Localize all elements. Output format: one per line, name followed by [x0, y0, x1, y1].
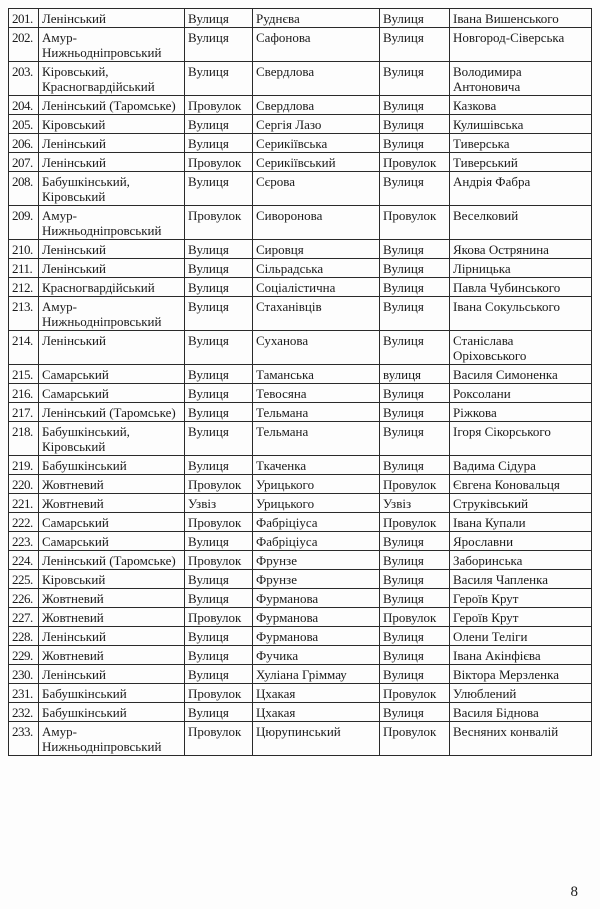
row-number: 207.	[9, 153, 39, 172]
old-type-cell: Вулиця	[185, 259, 253, 278]
new-name-cell: Вадима Сідура	[450, 456, 592, 475]
new-type-cell: Вулиця	[380, 28, 450, 62]
district-cell: Ленінський	[39, 627, 185, 646]
district-cell: Бабушкінський, Кіровський	[39, 422, 185, 456]
new-name-cell: Василя Біднова	[450, 703, 592, 722]
row-number: 205.	[9, 115, 39, 134]
new-name-cell: Веселковий	[450, 206, 592, 240]
row-number: 232.	[9, 703, 39, 722]
district-cell: Ленінський	[39, 153, 185, 172]
new-name-cell: Олени Теліги	[450, 627, 592, 646]
table-row	[9, 665, 592, 684]
old-name-cell: Руднєва	[253, 9, 380, 28]
district-cell: Кіровський	[39, 570, 185, 589]
table-row	[9, 703, 592, 722]
old-name-cell: Сільрадська	[253, 259, 380, 278]
new-type-cell: Вулиця	[380, 9, 450, 28]
new-type-cell: Вулиця	[380, 384, 450, 403]
row-number: 229.	[9, 646, 39, 665]
old-name-cell: Сергія Лазо	[253, 115, 380, 134]
page-number: 8	[570, 884, 578, 900]
old-name-cell: Таманська	[253, 365, 380, 384]
row-number: 223.	[9, 532, 39, 551]
new-name-cell: Заборинська	[450, 551, 592, 570]
table-row	[9, 494, 592, 513]
new-name-cell: Героїв Крут	[450, 608, 592, 627]
new-type-cell: Вулиця	[380, 551, 450, 570]
table-row	[9, 646, 592, 665]
old-type-cell: Провулок	[185, 153, 253, 172]
new-type-cell: Провулок	[380, 153, 450, 172]
old-name-cell: Стаханівців	[253, 297, 380, 331]
district-cell: Бабушкінський, Кіровський	[39, 172, 185, 206]
old-type-cell: Вулиця	[185, 9, 253, 28]
new-name-cell: Володимира Антоновича	[450, 62, 592, 96]
table-row	[9, 172, 592, 206]
district-cell: Бабушкінський	[39, 703, 185, 722]
table-row	[9, 259, 592, 278]
new-name-cell: Струківський	[450, 494, 592, 513]
new-type-cell: Вулиця	[380, 259, 450, 278]
new-type-cell: Провулок	[380, 684, 450, 703]
old-name-cell: Хуліана Гріммау	[253, 665, 380, 684]
old-name-cell: Сєрова	[253, 172, 380, 206]
new-type-cell: Вулиця	[380, 589, 450, 608]
district-cell: Ленінський (Таромське)	[39, 96, 185, 115]
row-number: 233.	[9, 722, 39, 756]
row-number: 213.	[9, 297, 39, 331]
new-name-cell: Євгена Коновальця	[450, 475, 592, 494]
new-name-cell: Кулишівська	[450, 115, 592, 134]
table-row	[9, 456, 592, 475]
district-cell: Ленінський	[39, 259, 185, 278]
old-type-cell: Вулиця	[185, 589, 253, 608]
new-type-cell: Провулок	[380, 206, 450, 240]
old-name-cell: Соціалістична	[253, 278, 380, 297]
old-type-cell: Провулок	[185, 96, 253, 115]
new-name-cell: Тиверський	[450, 153, 592, 172]
row-number: 227.	[9, 608, 39, 627]
new-type-cell: Вулиця	[380, 422, 450, 456]
new-type-cell: вулиця	[380, 365, 450, 384]
new-type-cell: Вулиця	[380, 570, 450, 589]
table-row	[9, 28, 592, 62]
old-type-cell: Вулиця	[185, 627, 253, 646]
table-row	[9, 9, 592, 28]
row-number: 206.	[9, 134, 39, 153]
old-name-cell: Серикіївська	[253, 134, 380, 153]
table-row	[9, 331, 592, 365]
new-type-cell: Вулиця	[380, 456, 450, 475]
table-row	[9, 297, 592, 331]
row-number: 216.	[9, 384, 39, 403]
new-name-cell: Василя Чапленка	[450, 570, 592, 589]
district-cell: Жовтневий	[39, 475, 185, 494]
row-number: 215.	[9, 365, 39, 384]
table-row	[9, 589, 592, 608]
table-row	[9, 384, 592, 403]
old-type-cell: Вулиця	[185, 297, 253, 331]
old-type-cell: Вулиця	[185, 665, 253, 684]
district-cell: Ленінський	[39, 240, 185, 259]
new-type-cell: Вулиця	[380, 627, 450, 646]
row-number: 201.	[9, 9, 39, 28]
row-number: 204.	[9, 96, 39, 115]
row-number: 214.	[9, 331, 39, 365]
row-number: 225.	[9, 570, 39, 589]
new-type-cell: Вулиця	[380, 278, 450, 297]
new-name-cell: Василя Симоненка	[450, 365, 592, 384]
row-number: 221.	[9, 494, 39, 513]
table-row	[9, 365, 592, 384]
new-name-cell: Віктора Мерзленка	[450, 665, 592, 684]
old-name-cell: Фурманова	[253, 608, 380, 627]
district-cell: Амур-Нижньодніпровський	[39, 722, 185, 756]
old-type-cell: Узвіз	[185, 494, 253, 513]
district-cell: Бабушкінський	[39, 684, 185, 703]
old-name-cell: Фабріціуса	[253, 532, 380, 551]
new-name-cell: Роксолани	[450, 384, 592, 403]
table-row	[9, 422, 592, 456]
row-number: 210.	[9, 240, 39, 259]
old-type-cell: Вулиця	[185, 703, 253, 722]
district-cell: Жовтневий	[39, 608, 185, 627]
row-number: 212.	[9, 278, 39, 297]
new-name-cell: Якова Острянина	[450, 240, 592, 259]
old-type-cell: Вулиця	[185, 365, 253, 384]
row-number: 202.	[9, 28, 39, 62]
old-type-cell: Вулиця	[185, 278, 253, 297]
new-name-cell: Улюблений	[450, 684, 592, 703]
old-type-cell: Провулок	[185, 206, 253, 240]
new-type-cell: Вулиця	[380, 172, 450, 206]
new-name-cell: Ріжкова	[450, 403, 592, 422]
district-cell: Амур-Нижньодніпровський	[39, 206, 185, 240]
old-name-cell: Тельмана	[253, 422, 380, 456]
table-row	[9, 570, 592, 589]
new-type-cell: Вулиця	[380, 532, 450, 551]
old-name-cell: Фурманова	[253, 589, 380, 608]
table-row	[9, 722, 592, 756]
old-name-cell: Фурманова	[253, 627, 380, 646]
new-type-cell: Вулиця	[380, 403, 450, 422]
district-cell: Ленінський (Таромське)	[39, 551, 185, 570]
new-type-cell: Провулок	[380, 722, 450, 756]
table-row	[9, 278, 592, 297]
new-type-cell: Вулиця	[380, 115, 450, 134]
district-cell: Самарський	[39, 384, 185, 403]
old-name-cell: Урицького	[253, 494, 380, 513]
old-type-cell: Вулиця	[185, 172, 253, 206]
old-name-cell: Сиворонова	[253, 206, 380, 240]
new-name-cell: Івана Вишенського	[450, 9, 592, 28]
street-renaming-table	[8, 8, 592, 756]
district-cell: Амур-Нижньодніпровський	[39, 297, 185, 331]
row-number: 217.	[9, 403, 39, 422]
old-type-cell: Вулиця	[185, 532, 253, 551]
old-name-cell: Тельмана	[253, 403, 380, 422]
table-row	[9, 513, 592, 532]
old-type-cell: Вулиця	[185, 570, 253, 589]
old-name-cell: Суханова	[253, 331, 380, 365]
new-type-cell: Узвіз	[380, 494, 450, 513]
old-name-cell: Фрунзе	[253, 570, 380, 589]
new-name-cell: Ярославни	[450, 532, 592, 551]
district-cell: Жовтневий	[39, 494, 185, 513]
old-type-cell: Вулиця	[185, 403, 253, 422]
district-cell: Кіровський	[39, 115, 185, 134]
new-name-cell: Тиверська	[450, 134, 592, 153]
old-name-cell: Цюрупинський	[253, 722, 380, 756]
old-type-cell: Провулок	[185, 551, 253, 570]
row-number: 208.	[9, 172, 39, 206]
new-type-cell: Вулиця	[380, 96, 450, 115]
table-row	[9, 684, 592, 703]
district-cell: Бабушкінський	[39, 456, 185, 475]
new-type-cell: Вулиця	[380, 331, 450, 365]
old-type-cell: Провулок	[185, 684, 253, 703]
new-type-cell: Вулиця	[380, 240, 450, 259]
new-type-cell: Вулиця	[380, 62, 450, 96]
old-name-cell: Цхакая	[253, 684, 380, 703]
new-name-cell: Івана Сокульського	[450, 297, 592, 331]
old-type-cell: Вулиця	[185, 422, 253, 456]
new-type-cell: Вулиця	[380, 703, 450, 722]
district-cell: Ленінський	[39, 665, 185, 684]
table-row	[9, 627, 592, 646]
old-name-cell: Серикіївський	[253, 153, 380, 172]
table-row	[9, 134, 592, 153]
new-type-cell: Провулок	[380, 513, 450, 532]
new-name-cell: Весняних конвалій	[450, 722, 592, 756]
old-name-cell: Фрунзе	[253, 551, 380, 570]
old-name-cell: Свердлова	[253, 62, 380, 96]
table-row	[9, 475, 592, 494]
old-name-cell: Фабріціуса	[253, 513, 380, 532]
district-cell: Ленінський (Таромське)	[39, 403, 185, 422]
new-name-cell: Ігоря Сікорського	[450, 422, 592, 456]
old-name-cell: Сировця	[253, 240, 380, 259]
new-type-cell: Вулиця	[380, 646, 450, 665]
old-name-cell: Сафонова	[253, 28, 380, 62]
row-number: 219.	[9, 456, 39, 475]
old-type-cell: Вулиця	[185, 115, 253, 134]
row-number: 222.	[9, 513, 39, 532]
row-number: 224.	[9, 551, 39, 570]
district-cell: Красногвардійський	[39, 278, 185, 297]
district-cell: Самарський	[39, 513, 185, 532]
old-type-cell: Вулиця	[185, 331, 253, 365]
district-cell: Амур-Нижньодніпровський	[39, 28, 185, 62]
old-type-cell: Вулиця	[185, 646, 253, 665]
table-body	[9, 9, 592, 756]
old-type-cell: Провулок	[185, 513, 253, 532]
row-number: 220.	[9, 475, 39, 494]
row-number: 230.	[9, 665, 39, 684]
old-type-cell: Вулиця	[185, 134, 253, 153]
new-type-cell: Провулок	[380, 608, 450, 627]
district-cell: Ленінський	[39, 134, 185, 153]
old-name-cell: Тевосяна	[253, 384, 380, 403]
old-name-cell: Ткаченка	[253, 456, 380, 475]
old-type-cell: Вулиця	[185, 384, 253, 403]
row-number: 203.	[9, 62, 39, 96]
row-number: 231.	[9, 684, 39, 703]
old-type-cell: Вулиця	[185, 456, 253, 475]
old-type-cell: Провулок	[185, 722, 253, 756]
row-number: 218.	[9, 422, 39, 456]
old-name-cell: Урицького	[253, 475, 380, 494]
old-name-cell: Свердлова	[253, 96, 380, 115]
table-row	[9, 115, 592, 134]
table-row	[9, 206, 592, 240]
new-name-cell: Станіслава Оріховського	[450, 331, 592, 365]
district-cell: Жовтневий	[39, 589, 185, 608]
table-row	[9, 551, 592, 570]
old-type-cell: Вулиця	[185, 240, 253, 259]
old-type-cell: Вулиця	[185, 62, 253, 96]
new-name-cell: Лірницька	[450, 259, 592, 278]
new-name-cell: Павла Чубинського	[450, 278, 592, 297]
district-cell: Самарський	[39, 532, 185, 551]
table-row	[9, 608, 592, 627]
row-number: 226.	[9, 589, 39, 608]
old-type-cell: Провулок	[185, 608, 253, 627]
old-type-cell: Провулок	[185, 475, 253, 494]
table-row	[9, 96, 592, 115]
new-name-cell: Героїв Крут	[450, 589, 592, 608]
district-cell: Самарський	[39, 365, 185, 384]
old-name-cell: Фучика	[253, 646, 380, 665]
table-row	[9, 153, 592, 172]
district-cell: Ленінський	[39, 331, 185, 365]
new-name-cell: Івана Акінфієва	[450, 646, 592, 665]
old-name-cell: Цхакая	[253, 703, 380, 722]
new-type-cell: Провулок	[380, 475, 450, 494]
row-number: 209.	[9, 206, 39, 240]
row-number: 211.	[9, 259, 39, 278]
table-row	[9, 62, 592, 96]
table-row	[9, 240, 592, 259]
district-cell: Ленінський	[39, 9, 185, 28]
district-cell: Кіровський, Красногвардійський	[39, 62, 185, 96]
new-type-cell: Вулиця	[380, 665, 450, 684]
new-name-cell: Івана Купали	[450, 513, 592, 532]
new-name-cell: Казкова	[450, 96, 592, 115]
new-type-cell: Вулиця	[380, 134, 450, 153]
table-row	[9, 403, 592, 422]
old-type-cell: Вулиця	[185, 28, 253, 62]
new-name-cell: Новгород-Сіверська	[450, 28, 592, 62]
new-name-cell: Андрія Фабра	[450, 172, 592, 206]
district-cell: Жовтневий	[39, 646, 185, 665]
table-row	[9, 532, 592, 551]
new-type-cell: Вулиця	[380, 297, 450, 331]
row-number: 228.	[9, 627, 39, 646]
